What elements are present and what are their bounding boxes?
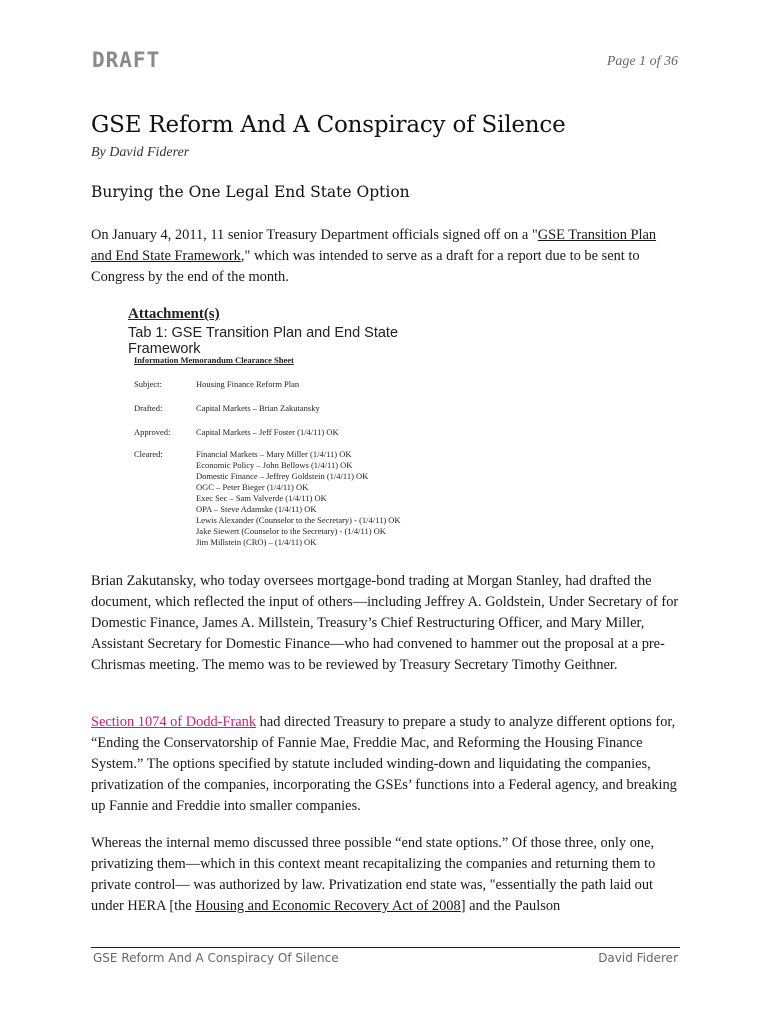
paragraph-2: Brian Zakutansky, who today oversees mortgage-bond trading at Morgan Stanley, had drafted the document, which reflected the input of others—including Jeffrey A. Goldstein, Under Secretary of for Domestic Finance, James A. Millstein, Treasury’s Chief Restructuring Officer, and Mary Miller, Assistant Secretary for Domestic Finance—who had convened to hammer out the proposal at a pre-Chrismas meeting. The memo was to be reviewed by Treasury Secretary Timothy Geithner. [91, 573, 679, 673]
paragraph-3 [91, 712, 679, 817]
p1-text-a: On January 4, 2011, 11 senior Treasury Department officials signed off on a " [91, 227, 538, 243]
p1-text-b: ," which was intended to serve as a draft for a report due to be sent to Congress by the end of the month. [91, 248, 640, 285]
byline: By David Fiderer [91, 145, 190, 160]
row-value: Housing Finance Reform Plan [196, 379, 300, 389]
row-label: Cleared: [134, 449, 163, 459]
cleared-item: Economic Policy – John Bellows (1/4/11) OK [196, 460, 353, 470]
paragraph-1 [91, 225, 679, 288]
cleared-item: Exec Sec – Sam Valverde (1/4/11) OK [196, 493, 327, 503]
attachment-image [128, 306, 463, 562]
cleared-item: OPA – Steve Adamske (1/4/11) OK [196, 504, 317, 514]
draft-watermark: DRAFT [92, 48, 161, 72]
gse-framework-link[interactable]: GSE Transition Plan and End State Framework [91, 227, 657, 264]
footer-divider [91, 947, 680, 948]
row-value: Capital Markets – Jeff Foster (1/4/11) OK [196, 427, 339, 437]
row-label: Drafted: [134, 403, 163, 413]
row-label: Subject: [134, 379, 162, 389]
page-number: Page 1 of 36 [606, 54, 678, 69]
p3-text: had directed Treasury to prepare a study to analyze different options for, “Ending the Conservatorship of Fannie Mae, Freddie Mac, and Reforming the Housing Finance System.” The options specified by statute included winding-down and liquidating the companies, privatization of the companies, incorporating the GSEs’ functions into a Federal agency, and breaking up Fannie and Freddie into smaller companies. [91, 714, 677, 814]
row-value: Capital Markets – Brian Zakutansky [196, 403, 320, 413]
p4-text-a: Whereas the internal memo discussed three possible “end state options.” Of those three, only one, privatizing them—which in this context meant recapitalizing the companies and returning them to private control— was authorized by law. Privatization end state was, "essentially the path laid out under HERA [the [91, 835, 656, 914]
cleared-item: Domestic Finance – Jeffrey Goldstein (1/4/11) OK [196, 471, 369, 481]
cleared-item: Jake Siewert (Counselor to the Secretary) - (1/4/11) OK [196, 526, 386, 536]
attachment-heading: Attachment(s) [128, 306, 220, 322]
row-label: Approved: [134, 427, 171, 437]
footer-title: GSE Reform And A Conspiracy Of Silence [93, 951, 339, 965]
hera-link[interactable]: Housing and Economic Recovery Act of 2008 [195, 898, 461, 914]
attachment-tab: Tab 1: GSE Transition Plan and End State Framework [128, 325, 399, 357]
paragraph-4 [91, 833, 679, 917]
footer-author: David Fiderer [598, 951, 678, 965]
cleared-item: Financial Markets – Mary Miller (1/4/11) OK [196, 449, 352, 459]
clearance-sheet-title: Information Memorandum Clearance Sheet [134, 355, 294, 365]
p4-text-b: ] and the Paulson [460, 898, 561, 914]
cleared-item: OGC – Peter Bieger (1/4/11) OK [196, 482, 309, 492]
section-heading: Burying the One Legal End State Option [91, 183, 410, 201]
cleared-item: Jim Millstein (CRO) – (1/4/11) OK [196, 537, 317, 547]
document-title: GSE Reform And A Conspiracy of Silence [91, 112, 566, 138]
cleared-item: Lewis Alexander (Counselor to the Secretary) - (1/4/11) OK [196, 515, 401, 525]
dodd-frank-link[interactable]: Section 1074 of Dodd-Frank [91, 714, 257, 730]
